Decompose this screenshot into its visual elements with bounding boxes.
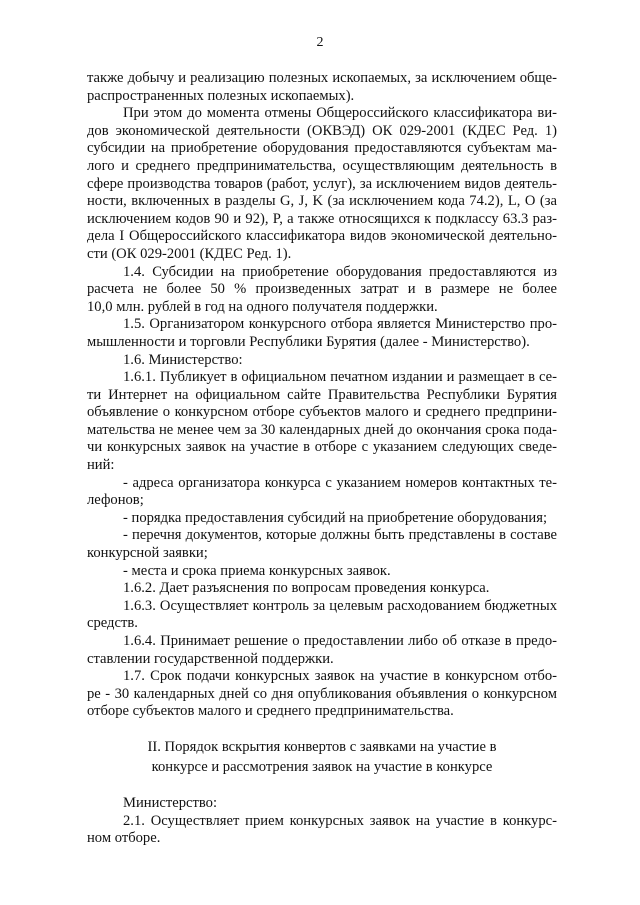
paragraph-line: дов экономической деятельности (ОКВЭД) ОК 029-2001 (КДЕС Ред. 1): [87, 122, 557, 139]
paragraph-line: исключением кодов 90 и 92), P, а также относящихся к подклассу 63.3 раз-: [87, 210, 557, 227]
paragraph-line: 1.6.1. Публикует в официальном печатном издании и размещает в се-: [123, 369, 557, 386]
paragraph-line: мышленности и торговли Республики Бурятия (далее - Министерство).: [87, 333, 530, 350]
paragraph-line: расчета не более 50 % произведенных затрат и в размере не более: [87, 281, 557, 298]
paragraph-line: При этом до момента отмены Общероссийского классификатора ви-: [123, 105, 557, 122]
paragraph-line: ном отборе.: [87, 830, 161, 847]
paragraph-line: 1.6. Министерство:: [123, 351, 243, 368]
paragraph: [87, 316, 557, 351]
paragraph-line: - места и срока приема конкурсных заявок.: [123, 562, 391, 579]
paragraph-line: ний:: [87, 457, 115, 474]
paragraph-line: 1.7. Срок подачи конкурсных заявок на участие в конкурсном отбо-: [123, 668, 557, 685]
paragraph-line: - адреса организатора конкурса с указанием номеров контактных те-: [123, 474, 557, 491]
paragraph-line: - порядка предоставления субсидий на приобретение оборудования;: [123, 509, 548, 526]
paragraph: [87, 352, 557, 370]
document-body: [87, 70, 557, 848]
paragraph-line: ре - 30 календарных дней со дня опубликования объявления о конкурсном: [87, 685, 557, 702]
paragraph-line: 1.6.2. Дает разъяснения по вопросам проведения конкурса.: [123, 580, 490, 597]
page-number: 2: [316, 35, 324, 50]
paragraph-line: конкурсной заявки;: [87, 545, 208, 562]
paragraph: [87, 510, 557, 528]
paragraph: [87, 563, 557, 581]
paragraph-line: Министерство:: [123, 794, 218, 811]
paragraph-line: 1.4. Субсидии на приобретение оборудования предоставляются из: [123, 263, 557, 280]
paragraph-line: 1.6.4. Принимает решение о предоставлении либо об отказе в предо-: [123, 633, 557, 649]
paragraph-line: распространенных полезных ископаемых).: [87, 87, 355, 104]
section-heading-line: конкурсе и рассмотрения заявок на участие в конкурсе: [151, 758, 493, 775]
paragraph: [87, 813, 557, 848]
paragraph-line: мательства не менее чем за 30 календарных дней до окончания срока пода-: [87, 421, 557, 438]
paragraph: [87, 70, 557, 105]
paragraph: [87, 795, 557, 813]
paragraph-line: ставлении государственной поддержки.: [87, 650, 334, 667]
section-heading: [87, 737, 557, 777]
paragraph-line: чи конкурсных заявок на участие в отборе с указанием следующих сведе-: [87, 439, 557, 456]
paragraph-line: 1.6.3. Осуществляет контроль за целевым расходованием бюджетных: [123, 597, 557, 614]
paragraph-line: ти Интернет на официальном сайте Правительства Республики Бурятия: [87, 386, 557, 403]
paragraph: [87, 475, 557, 510]
paragraph-line: дела I Общероссийского классификатора видов экономической деятельно-: [87, 228, 557, 245]
paragraph-line: также добычу и реализацию полезных ископаемых, за исключением обще-: [87, 70, 557, 86]
paragraph: [87, 598, 557, 633]
paragraph: [87, 580, 557, 598]
paragraph-line: 2.1. Осуществляет прием конкурсных заявок на участие в конкурс-: [123, 812, 557, 829]
paragraph-line: сти (ОК 029-2001 (КДЕС Ред. 1).: [87, 245, 292, 262]
paragraph: [87, 264, 557, 317]
paragraph-line: 10,0 млн. рублей в год на одного получателя поддержки.: [87, 298, 438, 315]
paragraph-line: отборе субъектов малого и среднего предпринимательства.: [87, 703, 454, 720]
paragraph-line: субсидии на приобретение оборудования предоставляются субъектам ма-: [87, 140, 557, 157]
paragraph-line: - перечня документов, которые должны быть представлены в составе: [123, 527, 557, 544]
paragraph: [87, 369, 557, 475]
paragraph: [87, 668, 557, 721]
paragraph: [87, 105, 557, 263]
paragraph-line: лефонов;: [87, 492, 144, 509]
paragraph-line: объявление о конкурсном отборе субъектов малого и среднего предприни-: [87, 404, 557, 421]
paragraph: [87, 633, 557, 668]
paragraph-line: 1.5. Организатором конкурсного отбора является Министерство про-: [123, 316, 557, 333]
paragraph-line: сфере производства товаров (работ, услуг), за исключением видов деятель-: [87, 175, 557, 192]
section-heading-line: II. Порядок вскрытия конвертов с заявками на участие в: [147, 738, 497, 755]
paragraph-line: лого и среднего предпринимательства, осуществляющим деятельность в: [87, 157, 557, 174]
paragraph-line: средств.: [87, 615, 138, 632]
paragraph-line: ности, включенных в разделы G, J, K (за исключением кода 74.2), L, O (за: [87, 193, 557, 210]
paragraph: [87, 527, 557, 562]
